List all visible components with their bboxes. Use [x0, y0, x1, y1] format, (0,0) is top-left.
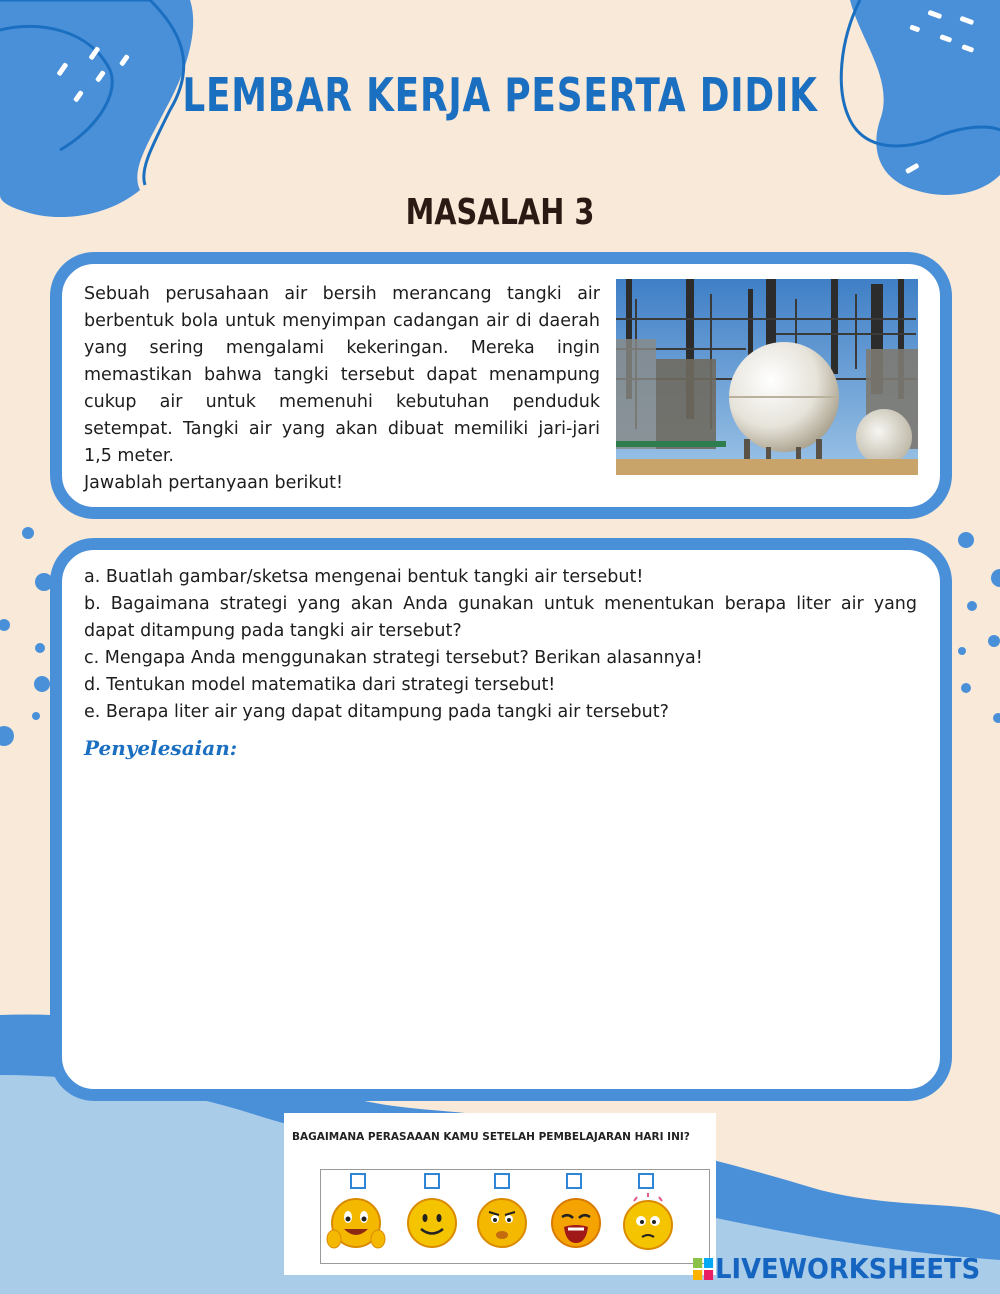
liveworksheets-logo-icon: [693, 1258, 713, 1280]
confused-emoji-icon: [618, 1193, 678, 1253]
question-list: [84, 564, 917, 726]
spherical-water-tank-photo: [616, 279, 918, 475]
smile-emoji-icon: [402, 1193, 462, 1253]
feedback-panel: [284, 1113, 716, 1275]
question-item-a: a. Buatlah gambar/sketsa mengenai bentuk tangki air tersebut!: [84, 567, 644, 587]
question-item-d: d. Tentukan model matematika dari strategi tersebut!: [84, 675, 556, 695]
crying-emoji-icon: [546, 1193, 606, 1253]
problem-heading: MASALAH 3: [405, 192, 595, 233]
happy-thumbs-up-emoji-icon: [326, 1193, 386, 1253]
feedback-checkbox-2[interactable]: [424, 1173, 440, 1189]
feedback-checkbox-4[interactable]: [566, 1173, 582, 1189]
problem-instruction: Jawablah pertanyaan berikut!: [84, 473, 343, 493]
feedback-checkbox-5[interactable]: [638, 1173, 654, 1189]
question-item-b: b. Bagaimana strategi yang akan Anda gunakan untuk menentukan berapa liter air yang dapat ditampung pada tangki air tersebut?: [84, 594, 917, 641]
question-item-c: c. Mengapa Anda menggunakan strategi tersebut? Berikan alasannya!: [84, 648, 703, 668]
feedback-checkbox-1[interactable]: [350, 1173, 366, 1189]
feedback-question: BAGAIMANA PERASAAAN KAMU SETELAH PEMBELAJARAN HARI INI?: [292, 1131, 690, 1143]
question-item-e: e. Berapa liter air yang dapat ditampung pada tangki air tersebut?: [84, 702, 669, 722]
feedback-checkbox-3[interactable]: [494, 1173, 510, 1189]
liveworksheets-brand: [693, 1252, 980, 1286]
problem-text: Sebuah perusahaan air bersih merancang tangki air berbentuk bola untuk menyimpan cadangan air di daerah yang sering mengalami kekeringan. Mereka ingin memastikan bahwa tangki tersebut dapat menampung cukup air untuk memenuhi kebutuhan penduduk setempat. Tangki air yang akan dibuat memiliki jari-jari 1,5 meter.: [84, 284, 600, 466]
page-title: LEMBAR KERJA PESERTA DIDIK: [182, 68, 818, 122]
worried-emoji-icon: [472, 1193, 532, 1253]
solution-label: Penyelesaian:: [84, 736, 238, 760]
brand-name: LIVEWORKSHEETS: [715, 1252, 981, 1285]
